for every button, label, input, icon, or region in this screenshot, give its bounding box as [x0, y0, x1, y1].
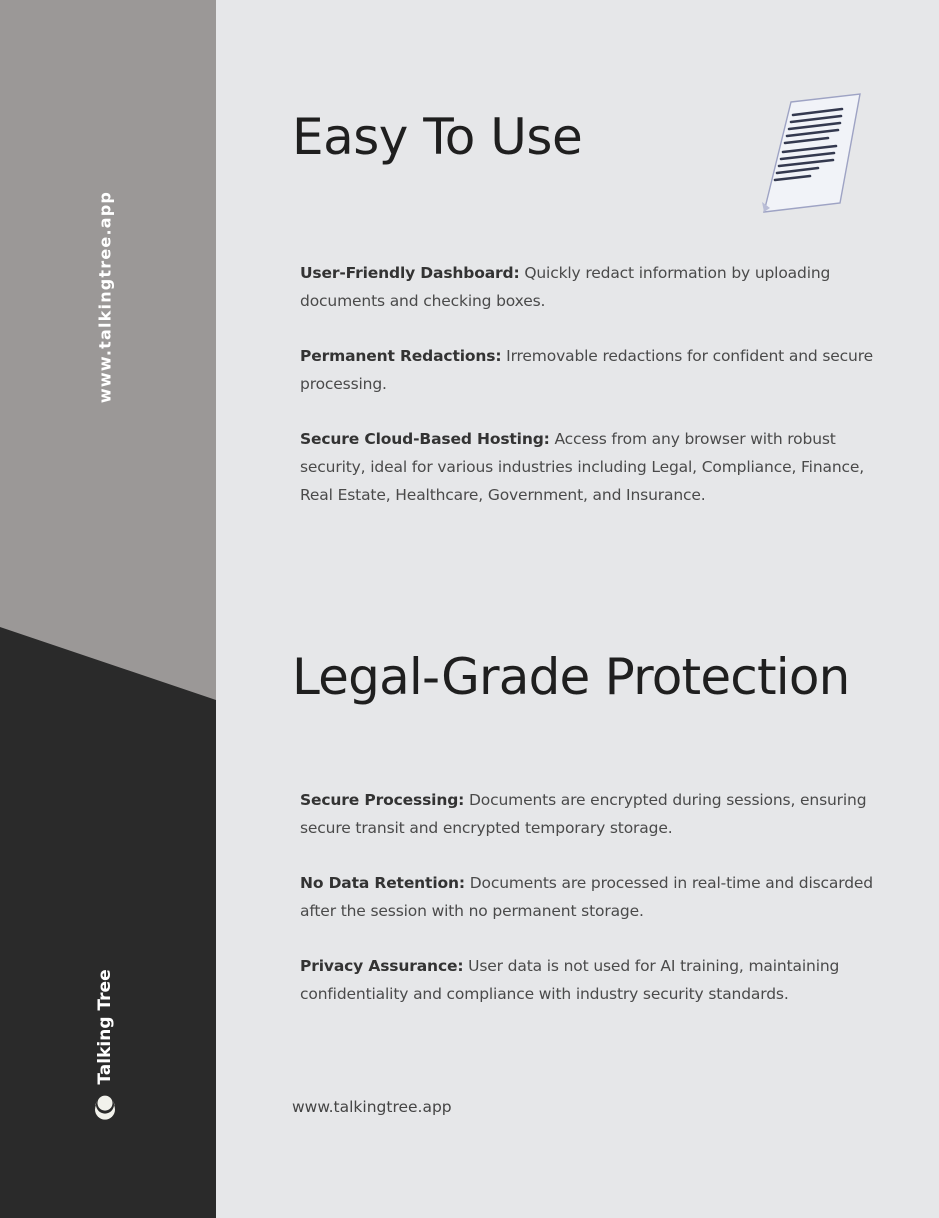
section-title-easy-to-use: Easy To Use [292, 108, 583, 166]
feature-label: No Data Retention: [300, 874, 465, 892]
feature-item [300, 342, 900, 398]
sidebar-url[interactable]: www.talkingtree.app [95, 190, 115, 404]
feature-text: User data is not used for AI training, maintaining confidentiality and compliance with industry security standards. [300, 957, 840, 1003]
feature-item [300, 952, 900, 1008]
features-list-easy-to-use [300, 259, 900, 536]
talking-tree-logo-icon [94, 1095, 116, 1121]
document-icon [756, 90, 866, 215]
feature-text: Documents are encrypted during sessions, ensuring secure transit and encrypted temporary storage. [300, 791, 867, 837]
feature-item [300, 786, 900, 842]
brand [94, 969, 116, 1120]
feature-item [300, 259, 900, 315]
section-title-legal-grade-protection: Legal-Grade Protection [292, 648, 850, 706]
feature-text: Irremovable redactions for confident and secure processing. [300, 347, 873, 393]
feature-text: Documents are processed in real-time and discarded after the session with no permanent storage. [300, 874, 873, 920]
sidebar [0, 0, 216, 1218]
brand-name: Talking Tree [95, 969, 115, 1085]
feature-label: User-Friendly Dashboard: [300, 264, 520, 282]
features-list-legal-grade-protection [300, 786, 900, 1035]
feature-item [300, 869, 900, 925]
feature-label: Privacy Assurance: [300, 957, 464, 975]
feature-label: Permanent Redactions: [300, 347, 502, 365]
footer-url[interactable]: www.talkingtree.app [292, 1098, 452, 1116]
feature-text: Access from any browser with robust security, ideal for various industries including Legal, Compliance, Finance, Real Estate, Healthcare, Government, and Insurance. [300, 430, 865, 504]
feature-item [300, 425, 900, 509]
feature-label: Secure Cloud-Based Hosting: [300, 430, 550, 448]
feature-label: Secure Processing: [300, 791, 465, 809]
feature-text: Quickly redact information by uploading documents and checking boxes. [300, 264, 831, 310]
